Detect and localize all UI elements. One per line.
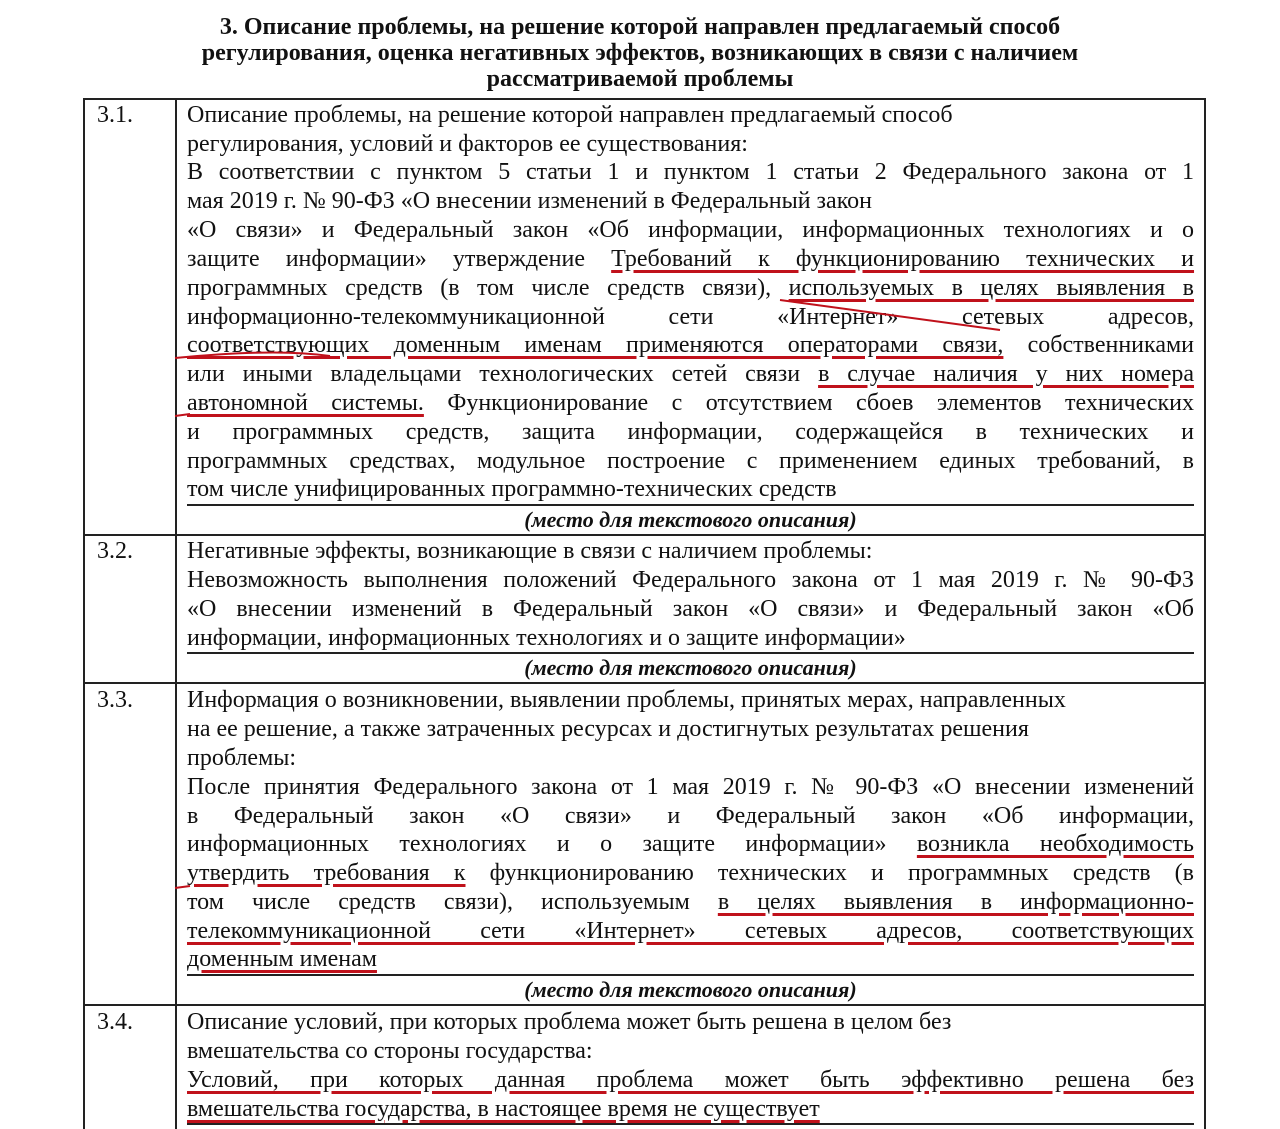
table-frame-right bbox=[1204, 98, 1206, 1129]
row-heading-line: на ее решение, а также затраченных ресурсах и достигнутых результатах решения bbox=[187, 716, 1029, 742]
body-line bbox=[187, 360, 1194, 388]
row-heading-line: Негативные эффекты, возникающие в связи с наличием проблемы: bbox=[187, 538, 873, 564]
fill-underline bbox=[187, 652, 1194, 654]
row-heading-line: Описание проблемы, на решение которой направлен предлагаемый способ bbox=[187, 102, 953, 128]
body-line bbox=[187, 859, 1194, 887]
table-frame-divider bbox=[175, 98, 177, 1129]
body-line: информационно-телекоммуникационной сети «Интернет» сетевых адресов, bbox=[187, 304, 1194, 330]
highlighted-text: возникла необходимость bbox=[916, 831, 1194, 857]
row-heading-line: вмешательства со стороны государства: bbox=[187, 1038, 593, 1064]
highlighted-text: в целях выявления в информационно- bbox=[717, 889, 1194, 915]
row-heading-line: Описание условий, при которых проблема может быть решена в целом без bbox=[187, 1009, 952, 1035]
body-line bbox=[187, 888, 1194, 916]
highlighted-line: Условий, при которых данная проблема может быть эффективно решена без bbox=[187, 1067, 1194, 1093]
highlighted-text: Требований к функционированию технических и bbox=[611, 246, 1195, 272]
row-number: 3.4. bbox=[97, 1009, 133, 1035]
body-line: Невозможность выполнения положений Федерального закона от 1 мая 2019 г. № 90-ФЗ bbox=[187, 567, 1194, 593]
highlighted-line: доменным именам bbox=[187, 946, 377, 972]
highlighted-text: утвердить требования к bbox=[187, 860, 466, 886]
body-line bbox=[187, 331, 1194, 359]
placeholder-caption: (место для текстового описания) bbox=[524, 655, 857, 680]
row-number: 3.1. bbox=[97, 102, 133, 128]
fill-underline bbox=[187, 1123, 1194, 1125]
section-title bbox=[0, 14, 1280, 92]
row-number: 3.3. bbox=[97, 687, 133, 713]
row-heading-line: регулирования, условий и факторов ее существования: bbox=[187, 131, 748, 157]
highlighted-line: телекоммуникационной сети «Интернет» сетевых адресов, соответствующих bbox=[187, 918, 1194, 944]
body-line: в Федеральный закон «О связи» и Федеральный закон «Об информации, bbox=[187, 803, 1194, 829]
highlighted-text: автономной системы. bbox=[187, 390, 424, 416]
body-text: защите информации» утверждение bbox=[187, 246, 586, 272]
placeholder-caption: (место для текстового описания) bbox=[524, 507, 857, 532]
table-frame-left bbox=[83, 98, 85, 1129]
body-text: том числе средств связи), используемым bbox=[187, 889, 690, 915]
placeholder-caption: (место для текстового описания) bbox=[524, 977, 857, 1002]
body-line: После принятия Федерального закона от 1 мая 2019 г. № 90-ФЗ «О внесении изменений bbox=[187, 774, 1194, 800]
row-number: 3.2. bbox=[97, 538, 133, 564]
highlighted-text: используемых в целях выявления в bbox=[788, 275, 1194, 301]
body-text: функционированию технических и программных средств (в bbox=[489, 860, 1195, 886]
fill-underline bbox=[187, 504, 1194, 506]
highlighted-text: соответствующих доменным именам применяются операторами связи, bbox=[187, 332, 1004, 358]
table-row-border bbox=[83, 1004, 1206, 1006]
table-row-border bbox=[83, 682, 1206, 684]
body-text: Функционирование с отсутствием сбоев элементов технических bbox=[447, 390, 1195, 416]
body-line bbox=[187, 389, 1194, 417]
body-line: и программных средств, защита информации, содержащейся в технических и bbox=[187, 419, 1194, 445]
body-line bbox=[187, 830, 1194, 858]
row-heading-line: проблемы: bbox=[187, 745, 297, 771]
body-line: «О внесении изменений в Федеральный закон «О связи» и Федеральный закон «Об bbox=[187, 596, 1194, 622]
body-line: том числе унифицированных программно-технических средств bbox=[187, 476, 837, 502]
table-row-border bbox=[83, 98, 1206, 100]
body-line: информации, информационных технологиях и о защите информации» bbox=[187, 625, 906, 651]
table-row-border bbox=[83, 534, 1206, 536]
section-title-line: регулирования, оценка негативных эффектов, возникающих в связи с наличием bbox=[201, 40, 1079, 66]
body-line: программных средствах, модульное построение с применением единых требований, в bbox=[187, 448, 1194, 474]
body-text: программных средств (в том числе средств связи), bbox=[187, 275, 772, 301]
row-heading-line: Информация о возникновении, выявлении проблемы, принятых мерах, направленных bbox=[187, 687, 1066, 713]
fill-underline bbox=[187, 974, 1194, 976]
body-line: «О связи» и Федеральный закон «Об информации, информационных технологиях и о bbox=[187, 217, 1194, 243]
highlighted-line: вмешательства государства, в настоящее время не существует bbox=[187, 1096, 820, 1122]
section-title-line: рассматриваемой проблемы bbox=[486, 66, 794, 92]
body-text: собственниками bbox=[1027, 332, 1194, 358]
body-text: информационных технологиях и о защите информации» bbox=[187, 831, 887, 857]
section-title-line: 3. Описание проблемы, на решение которой направлен предлагаемый способ bbox=[219, 14, 1061, 40]
body-line bbox=[187, 274, 1194, 302]
body-line: В соответствии с пунктом 5 статьи 1 и пунктом 1 статьи 2 Федерального закона от 1 bbox=[187, 159, 1194, 185]
body-text: или иными владельцами технологических сетей связи bbox=[187, 361, 801, 387]
body-line bbox=[187, 245, 1194, 273]
highlighted-text: в случае наличия у них номера bbox=[818, 361, 1195, 387]
body-line: мая 2019 г. № 90-ФЗ «О внесении изменений в Федеральный закон bbox=[187, 188, 872, 214]
